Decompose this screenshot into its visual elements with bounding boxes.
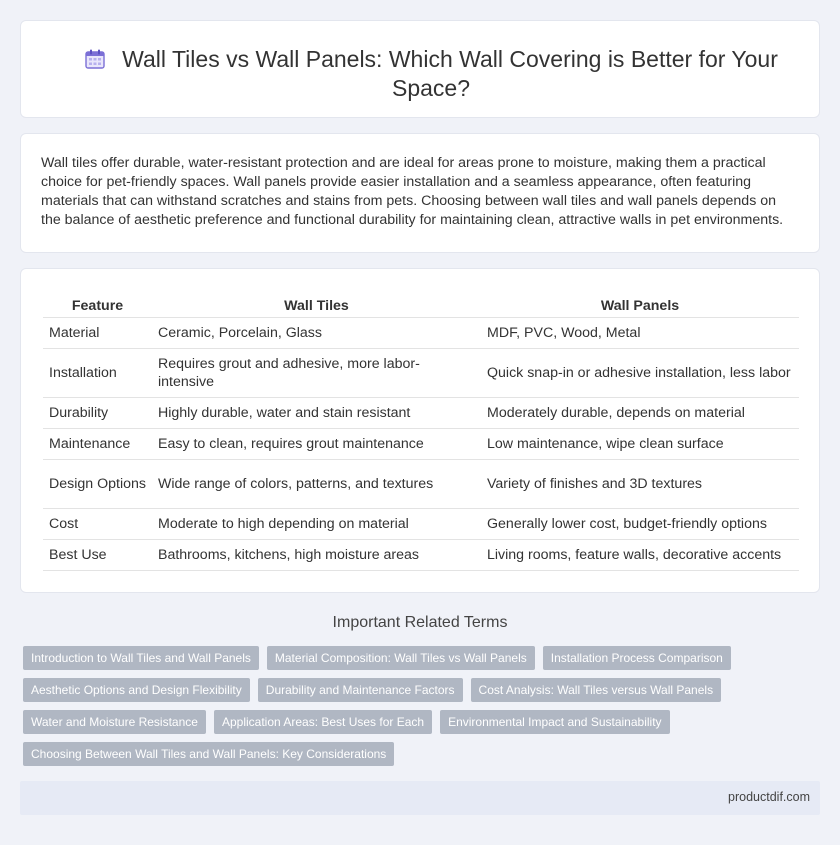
feature-cell: Maintenance [43,429,152,460]
wall-tiles-cell: Requires grout and adhesive, more labor-intensive [152,349,481,398]
header-wall-panels: Wall Panels [481,295,799,318]
comparison-table [43,295,799,571]
title-wrap [61,45,801,103]
wall-tiles-cell: Ceramic, Porcelain, Glass [152,318,481,349]
wall-tiles-cell: Highly durable, water and stain resistant [152,398,481,429]
table-row [43,460,799,509]
footer [20,781,820,815]
wall-panels-cell: Quick snap-in or adhesive installation, less labor [481,349,799,398]
feature-cell: Best Use [43,540,152,571]
related-tag[interactable]: Water and Moisture Resistance [23,710,206,734]
related-tag[interactable]: Installation Process Comparison [543,646,731,670]
wall-tiles-cell: Easy to clean, requires grout maintenance [152,429,481,460]
related-tag[interactable]: Cost Analysis: Wall Tiles versus Wall Panels [471,678,722,702]
related-tag[interactable]: Introduction to Wall Tiles and Wall Panels [23,646,259,670]
table-row [43,429,799,460]
wall-panels-cell: Moderately durable, depends on material [481,398,799,429]
feature-cell: Cost [43,509,152,540]
intro-text: Wall tiles offer durable, water-resistant protection and are ideal for areas prone to moisture, making them a practical choice for pet-friendly spaces. Wall panels provide easier installation and a seamless appearance, often featuring materials that can withstand scratches and stains from pets. Choosing between wall tiles and wall panels depends on the balance of aesthetic preference and functional durability for maintaining clean, attractive walls in pet environments. [41,155,784,228]
related-tag[interactable]: Durability and Maintenance Factors [258,678,463,702]
table-row [43,349,799,398]
table-row [43,398,799,429]
wall-panels-cell: Low maintenance, wipe clean surface [481,429,799,460]
header-feature: Feature [43,295,152,318]
wall-panels-cell: Living rooms, feature walls, decorative accents [481,540,799,571]
wall-tiles-cell: Moderate to high depending on material [152,509,481,540]
related-tag[interactable]: Application Areas: Best Uses for Each [214,710,432,734]
related-tag[interactable]: Material Composition: Wall Tiles vs Wall Panels [267,646,535,670]
related-tag[interactable]: Aesthetic Options and Design Flexibility [23,678,250,702]
intro-card [20,133,820,253]
footer-site-link[interactable]: productdif.com [728,790,810,804]
related-tag[interactable]: Environmental Impact and Sustainability [440,710,669,734]
wall-panels-cell: MDF, PVC, Wood, Metal [481,318,799,349]
table-row [43,509,799,540]
page-title-text: Wall Tiles vs Wall Panels: Which Wall Covering is Better for Your Space? [122,46,778,101]
feature-cell: Installation [43,349,152,398]
comparison-table-card [20,268,820,593]
wall-tiles-cell: Wide range of colors, patterns, and textures [152,460,481,509]
feature-cell: Material [43,318,152,349]
related-terms-tags [23,646,823,766]
header-wall-tiles: Wall Tiles [152,295,481,318]
feature-cell: Durability [43,398,152,429]
table-header-row [43,295,799,318]
header-card [20,20,820,118]
calendar-icon [84,48,106,70]
table-row [43,318,799,349]
wall-panels-cell: Variety of finishes and 3D textures [481,460,799,509]
related-tag[interactable]: Choosing Between Wall Tiles and Wall Panels: Key Considerations [23,742,394,766]
table-row [43,540,799,571]
page-title [61,45,801,103]
feature-cell: Design Options [43,460,152,509]
wall-panels-cell: Generally lower cost, budget-friendly options [481,509,799,540]
wall-tiles-cell: Bathrooms, kitchens, high moisture areas [152,540,481,571]
related-terms-title: Important Related Terms [332,614,508,631]
